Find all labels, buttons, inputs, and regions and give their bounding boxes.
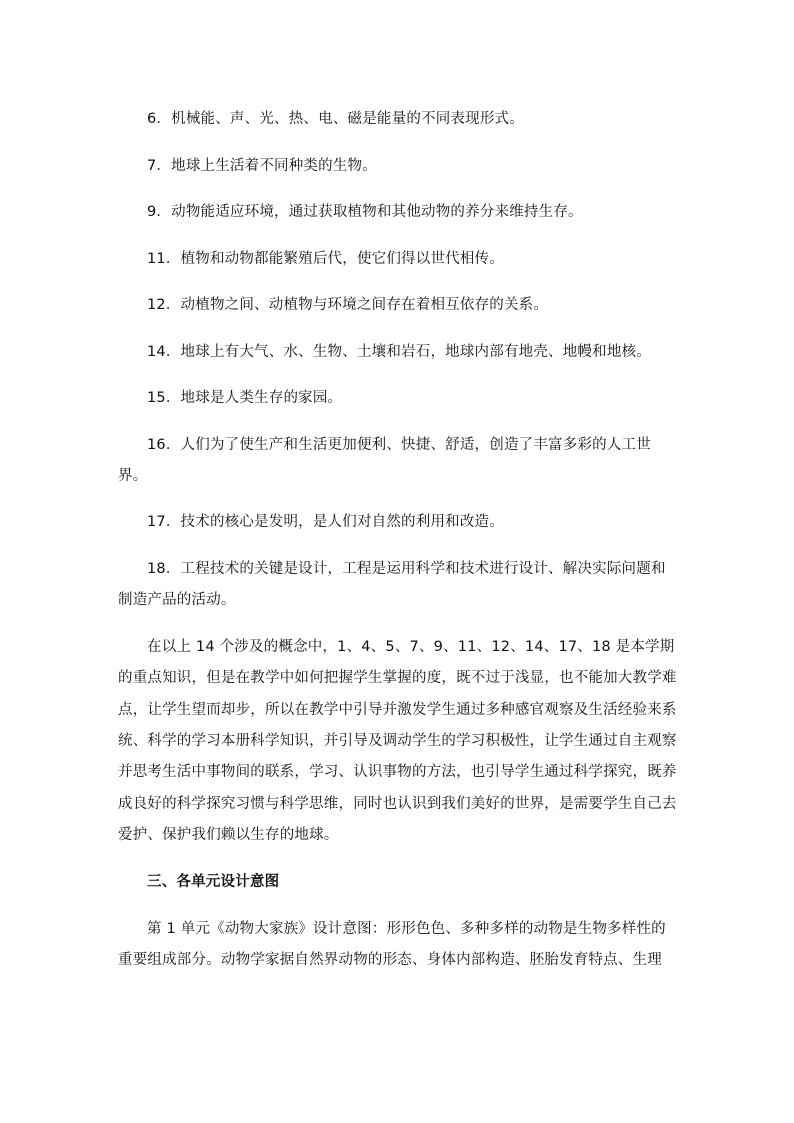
- concept-item-16: 16．人们为了使生产和生活更加便利、快捷、舒适，创造了丰富多彩的人工世界。: [118, 436, 651, 484]
- document-body: [118, 104, 678, 992]
- concept-item-9: 9．动物能适应环境，通过获取植物和其他动物的养分来维持生存。: [147, 204, 583, 220]
- concept-item-7: 7．地球上生活着不同种类的生物。: [147, 157, 377, 174]
- concept-item-11: 11．植物和动物都能繁殖后代，使它们得以世代相传。: [147, 250, 504, 267]
- concept-item-17: 17．技术的核心是发明，是人们对自然的利用和改造。: [147, 514, 504, 530]
- concept-item-15: 15．地球是人类生存的家园。: [147, 390, 343, 406]
- concept-item-12: 12．动植物之间、动植物与环境之间存在着相互依存的关系。: [147, 297, 549, 313]
- concept-item-18: 18．工程技术的关键是设计，工程是运用科学和技术进行设计、解决实际问题和制造产品的活动。: [118, 560, 666, 608]
- unit-1-paragraph: 第 1 单元《动物大家族》设计意图：形形色色、多种多样的动物是生物多样性的重要组成部分。动物学家据自然界动物的形态、身体内部构造、胚胎发育特点、生理: [118, 920, 666, 969]
- section-heading: 三、各单元设计意图: [147, 874, 280, 891]
- summary-paragraph: 在以上 14 个涉及的概念中，1、4、5、7、9、11、12、14、17、18 是本学期的重点知识，但是在教学中如何把握学生掌握的度，既不过于浅显，也不能加大教学难点，让学生望而却步，所以在教学中引导并激发学生通过多种感官观察及生活经验来系统、科学的学习本册科学知识，并引导及调动学生的学习积极性，让学生通过自主观察并思考生活中事物间的联系，学习、认识事物的方法，也引导学生通过科学探究，既养成良好的科学探究习惯与科学思维，同时也认识到我们美好的世界，是需要学生自己去爱护、保护我们赖以生存的地球。: [118, 638, 677, 844]
- concept-item-6: 6．机械能、声、光、热、电、磁是能量的不同表现形式。: [147, 111, 524, 127]
- concept-item-14: 14．地球上有大气、水、生物、土壤和岩石，地球内部有地壳、地幔和地核。: [147, 343, 651, 360]
